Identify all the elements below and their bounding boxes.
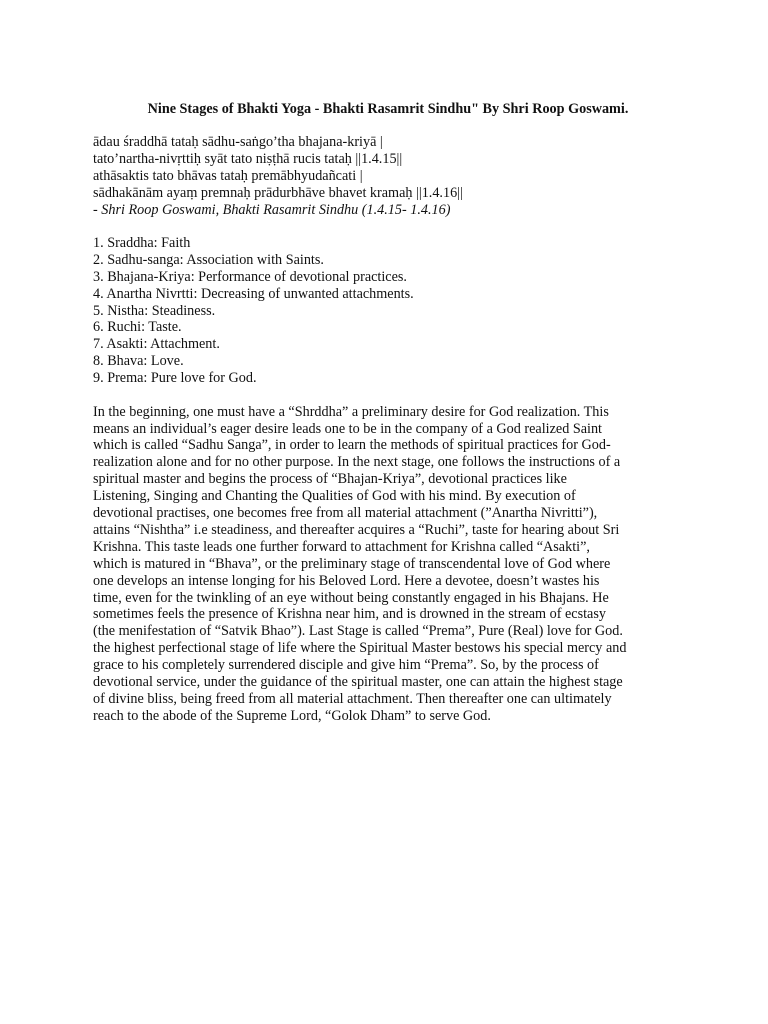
paragraph-line: which is called “Sadhu Sanga”, in order to learn the methods of spiritual practices for God- — [93, 437, 611, 454]
paragraph-line: devotional practises, one becomes free from all material attachment (”Anartha Nivritti”), — [93, 505, 598, 522]
document-page — [93, 101, 683, 725]
stages-list — [93, 235, 683, 387]
paragraph-line: time, even for the twinkling of an eye without being constantly engaged in his Bhajans. He — [93, 589, 609, 606]
stage-item: 7. Asakti: Attachment. — [93, 336, 220, 353]
stage-item: 8. Bhava: Love. — [93, 353, 184, 370]
paragraph-line: one develops an intense longing for his Beloved Lord. Here a devotee, doesn’t wastes his — [93, 572, 600, 589]
paragraph-line: of divine bliss, being freed from all material attachment. Then thereafter one can ultimately — [93, 691, 612, 707]
document-title: Nine Stages of Bhakti Yoga - Bhakti Rasamrit Sindhu" By Shri Roop Goswami. — [147, 101, 629, 117]
paragraph-line: grace to his completely surrendered disciple and give him “Prema”. So, by the process of — [93, 657, 599, 674]
paragraph-line: realization alone and for no other purpose. In the next stage, one follows the instructions of a — [93, 454, 621, 471]
paragraph-line: Listening, Singing and Chanting the Qualities of God with his mind. By execution of — [93, 488, 576, 505]
verse-line: ādau śraddhā tataḥ sādhu-saṅgo’tha bhajana-kriyā | — [93, 133, 383, 150]
paragraph-line: means an individual’s eager desire leads one to be in the company of a God realized Saint — [93, 420, 603, 437]
paragraph-line: Krishna. This taste leads one further forward to attachment for Krishna called “Asakti”, — [93, 538, 590, 555]
paragraph-line: which is matured in “Bhava”, or the preliminary stage of transcendental love of God where — [93, 555, 611, 572]
paragraph-line: sometimes feels the presence of Krishna near him, and is drowned in the stream of ecstasy — [93, 606, 606, 623]
stage-item: 2. Sadhu-sanga: Association with Saints. — [93, 251, 324, 268]
sanskrit-verse — [93, 134, 683, 219]
paragraph-line: reach to the abode of the Supreme Lord, “Golok Dham” to serve God. — [93, 707, 491, 724]
body-paragraph — [93, 404, 683, 725]
verse-attribution: - Shri Roop Goswami, Bhakti Rasamrit Sindhu (1.4.15- 1.4.16) — [93, 201, 451, 218]
stage-item: 9. Prema: Pure love for God. — [93, 370, 257, 387]
paragraph-line: devotional service, under the guidance of the spiritual master, one can attain the highest stage — [93, 674, 623, 691]
paragraph-line: (the menifestation of “Satvik Bhao”). Last Stage is called “Prema”, Pure (Real) love for God. — [93, 623, 623, 640]
verse-line: tato’nartha-nivṛttiḥ syāt tato niṣṭhā rucis tataḥ ||1.4.15|| — [93, 150, 403, 167]
verse-line: sādhakānām ayaṃ premnaḥ prādurbhāve bhavet kramaḥ ||1.4.16|| — [93, 184, 463, 201]
stage-item: 4. Anartha Nivrtti: Decreasing of unwanted attachments. — [93, 285, 414, 302]
paragraph-line: In the beginning, one must have a “Shrddha” a preliminary desire for God realization. This — [93, 403, 609, 420]
paragraph-line: the highest perfectional stage of life where the Spiritual Master bestows his special mercy and — [93, 640, 627, 657]
stage-item: 1. Sraddha: Faith — [93, 234, 191, 251]
paragraph-line: attains “Nishtha” i.e steadiness, and thereafter acquires a “Ruchi”, taste for hearing about Sri — [93, 521, 620, 538]
stage-item: 3. Bhajana-Kriya: Performance of devotional practices. — [93, 268, 407, 285]
verse-line: athāsaktis tato bhāvas tataḥ premābhyudañcati | — [93, 167, 363, 184]
stage-item: 6. Ruchi: Taste. — [93, 319, 182, 336]
paragraph-line: spiritual master and begins the process of “Bhajan-Kriya”, devotional practices like — [93, 471, 567, 488]
stage-item: 5. Nistha: Steadiness. — [93, 302, 216, 319]
